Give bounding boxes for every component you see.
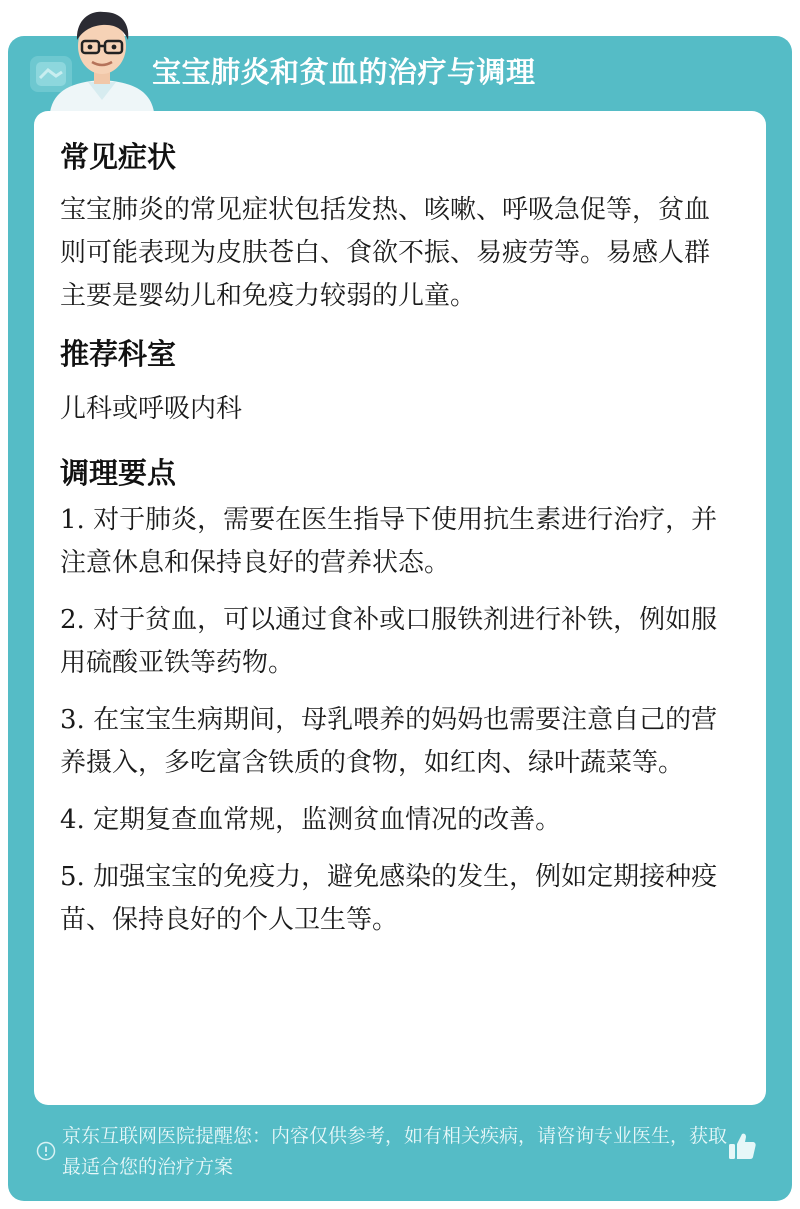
department-heading: 推荐科室	[60, 337, 177, 371]
article-body	[60, 131, 732, 956]
content-card	[34, 111, 766, 1105]
doctor-avatar	[44, 4, 160, 112]
care-item-number: 3.	[60, 705, 85, 735]
care-item-number: 1.	[60, 505, 85, 535]
care-item-text: 在宝宝生病期间，母乳喂养的妈妈也需要注意自己的营养摄入，多吃富含铁质的食物，如红肉、绿叶蔬菜等。	[60, 705, 718, 778]
care-item-number: 5.	[60, 862, 85, 892]
care-item	[60, 499, 732, 585]
care-item	[60, 799, 732, 842]
care-item-number: 2.	[60, 605, 85, 635]
care-item	[60, 599, 732, 685]
department-text: 儿科或呼吸内科	[60, 394, 243, 424]
symptoms-heading: 常见症状	[60, 140, 177, 174]
symptoms-text: 宝宝肺炎的常见症状包括发热、咳嗽、呼吸急促等，贫血则可能表现为皮肤苍白、食欲不振、易疲劳等。易感人群主要是婴幼儿和免疫力较弱的儿童。	[60, 195, 711, 311]
care-item-text: 定期复查血常规，监测贫血情况的改善。	[93, 805, 562, 835]
care-item-text: 对于贫血，可以通过食补或口服铁剂进行补铁，例如服用硫酸亚铁等药物。	[60, 605, 718, 678]
care-item-text: 对于肺炎，需要在医生指导下使用抗生素进行治疗，并注意休息和保持良好的营养状态。	[60, 505, 718, 578]
care-item-text: 加强宝宝的免疫力，避免感染的发生，例如定期接种疫苗、保持良好的个人卫生等。	[60, 862, 718, 935]
page-title: 宝宝肺炎和贫血的治疗与调理	[152, 55, 536, 89]
care-heading: 调理要点	[60, 456, 177, 490]
care-item	[60, 856, 732, 942]
care-item-number: 4.	[60, 805, 85, 835]
info-icon	[36, 1141, 56, 1161]
care-item	[60, 699, 732, 785]
disclaimer-text: 京东互联网医院提醒您：内容仅供参考，如有相关疾病，请咨询专业医生，获取最适合您的治疗方案	[62, 1125, 728, 1178]
thumbs-up-icon[interactable]	[726, 1130, 758, 1162]
